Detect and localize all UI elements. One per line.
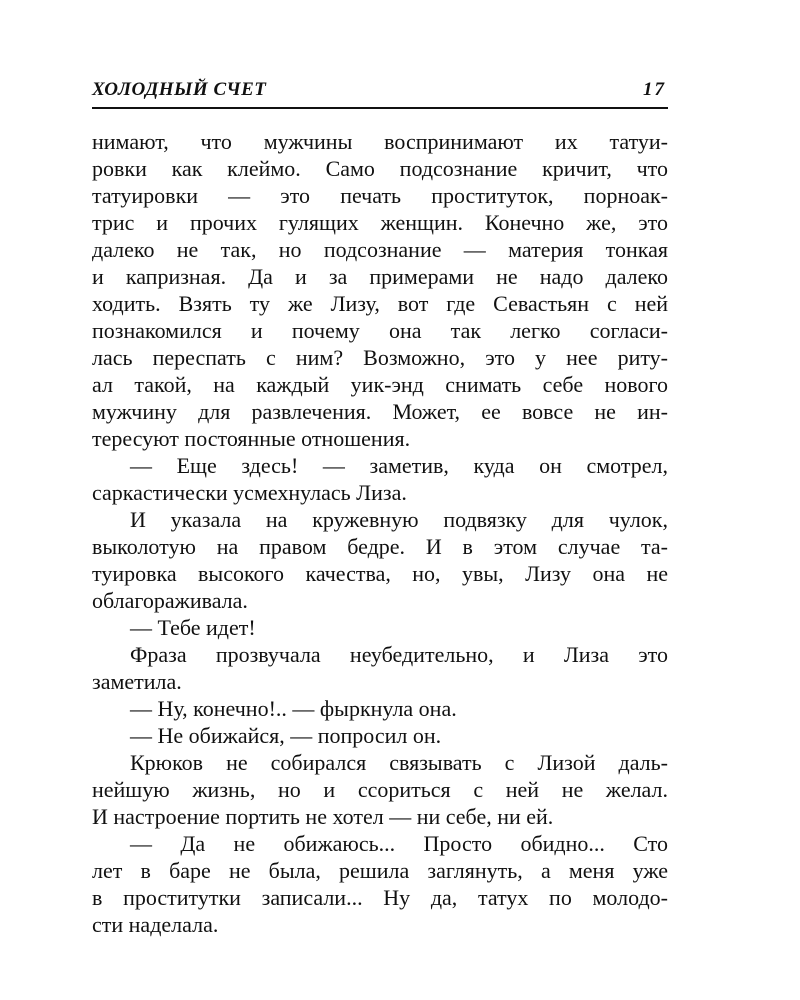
text-line: — Еще здесь! — заметив, куда он смотрел, <box>130 453 668 478</box>
text-line: туировка высокого качества, но, увы, Лизу она не <box>92 561 668 586</box>
text-line: — Ну, конечно!.. — фыркнула она. <box>130 696 457 721</box>
text-line: выколотую на правом бедре. И в этом случае та- <box>92 534 668 559</box>
text-line: ходить. Взять ту же Лизу, вот где Севастьян с ней <box>92 291 668 316</box>
text-line: ал такой, на каждый уик-энд снимать себе нового <box>92 372 668 397</box>
text-line: тересуют постоянные отношения. <box>92 426 411 451</box>
text-line: в проститутки записали... Ну да, татух по молодо- <box>92 885 668 910</box>
text-line: и капризная. Да и за примерами не надо далеко <box>92 264 668 289</box>
text-line: нимают, что мужчины воспринимают их татуи- <box>92 129 668 154</box>
text-line: И настроение портить не хотел — ни себе, ни ей. <box>92 804 554 829</box>
text-line: Крюков не собирался связывать с Лизой даль- <box>130 750 668 775</box>
body-text <box>92 128 668 938</box>
text-line: ровки как клеймо. Само подсознание кричит, что <box>92 156 668 181</box>
text-line: лась переспать с ним? Возможно, это у нее риту- <box>92 345 668 370</box>
book-title: ХОЛОДНЫЙ СЧЕТ <box>92 79 267 100</box>
text-line: сти наделала. <box>92 912 219 937</box>
text-line: лет в баре не была, решила заглянуть, а меня уже <box>92 858 668 883</box>
text-line: заметила. <box>92 669 182 694</box>
text-line: — Да не обижаюсь... Просто обидно... Сто <box>130 831 668 856</box>
text-line: познакомился и почему она так легко согласи- <box>92 318 668 343</box>
text-line: татуировки — это печать проституток, порноак- <box>92 183 668 208</box>
text-line: облагораживала. <box>92 588 248 613</box>
text-line: Фраза прозвучала неубедительно, и Лиза это <box>130 642 668 667</box>
text-line: трис и прочих гулящих женщин. Конечно же, это <box>92 210 668 235</box>
running-header <box>92 79 668 109</box>
text-line: далеко не так, но подсознание — материя тонкая <box>92 237 668 262</box>
page-number: 17 <box>643 79 666 100</box>
text-line: саркастически усмехнулась Лиза. <box>92 480 407 505</box>
text-line: — Тебе идет! <box>130 615 256 640</box>
text-line: мужчину для развлечения. Может, ее вовсе не ин- <box>92 399 668 424</box>
text-line: нейшую жизнь, но и ссориться с ней не желал. <box>92 777 668 802</box>
text-line: И указала на кружевную подвязку для чулок, <box>130 507 668 532</box>
text-line: — Не обижайся, — попросил он. <box>130 723 442 748</box>
